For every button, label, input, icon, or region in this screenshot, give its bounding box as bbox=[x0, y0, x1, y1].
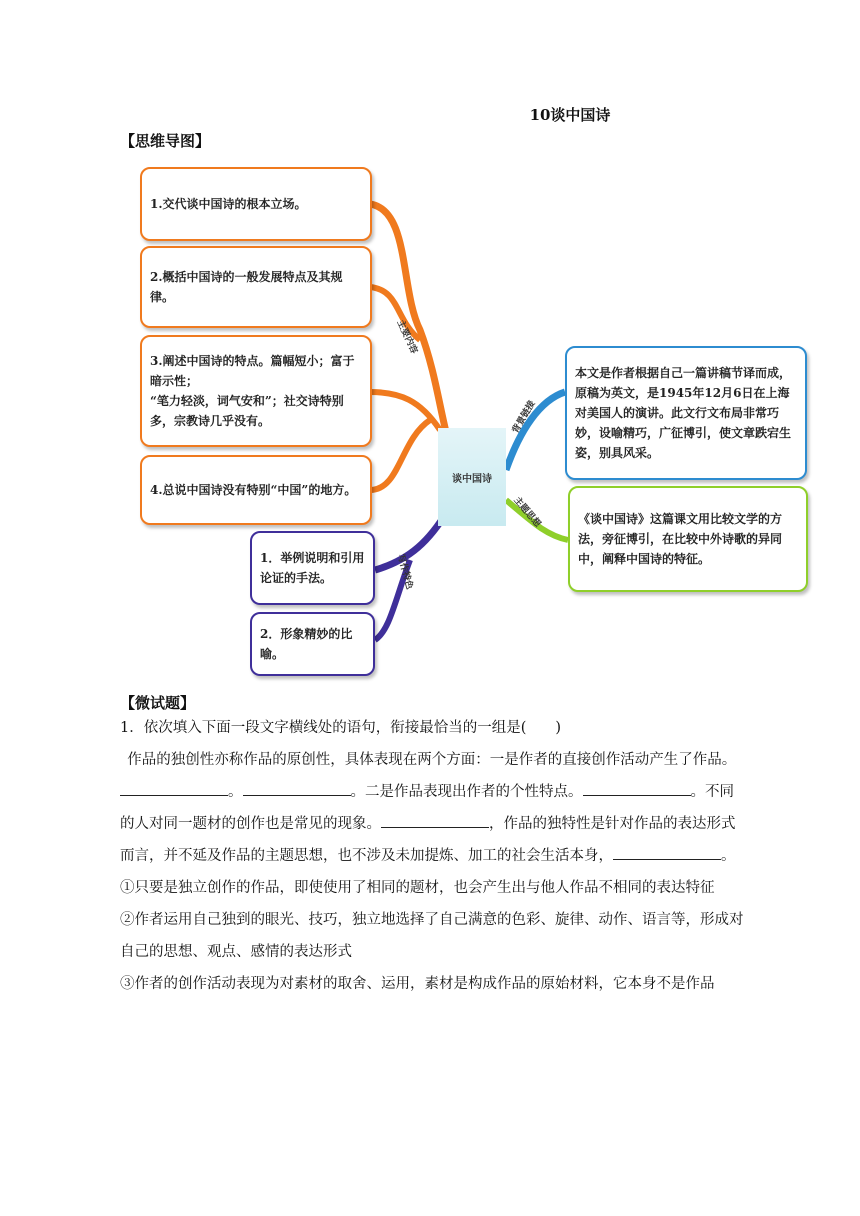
background-box: 本文是作者根据自己一篇讲稿节译而成，原稿为英文，是1945年12月6日在上海对美国人的演讲。此文行文布局非常巧妙，设喻精巧，广征博引，使文章跌宕生姿，别具风采。 bbox=[565, 346, 807, 480]
answer-blank-5[interactable] bbox=[613, 845, 721, 860]
branch-label-theme: 主题思想 bbox=[511, 495, 543, 530]
writing-box-2: 2．形象精妙的比喻。 bbox=[250, 612, 375, 676]
mindmap-box-4: 4.总说中国诗没有特别“中国”的地方。 bbox=[140, 455, 372, 525]
quiz-section-heading: 【微试题】 bbox=[120, 694, 196, 712]
answer-blank-3[interactable] bbox=[583, 781, 691, 796]
passage-part-3: 。二是作品表现出作者的个性特点。 bbox=[350, 784, 583, 800]
theme-box: 《谈中国诗》这篇课文用比较文学的方法，旁征博引，在比较中外诗歌的异同中，阐释中国诗的特征。 bbox=[568, 486, 808, 592]
mindmap-section-heading: 【思维导图】 bbox=[120, 132, 211, 150]
mindmap-box-3: 3.阐述中国诗的特点。篇幅短小；富于暗示性； “笔力轻淡，词气安和”；社交诗特别多，宗教诗几乎没有。 bbox=[140, 335, 372, 447]
branch-label-background: 背景链接 bbox=[510, 399, 538, 436]
mindmap-center-node: 谈中国诗 bbox=[438, 428, 506, 526]
option-2: ②作者运用自己独到的眼光、技巧，独立地选择了自己满意的色彩、旋律、动作、语言等，形成对自己的思想、观点、感情的表达形式 bbox=[120, 912, 744, 960]
option-1: ①只要是独立创作的作品，即使使用了相同的题材，也会产生出与他人作品不相同的表达特征 bbox=[120, 880, 715, 896]
option-3: ③作者的创作活动表现为对素材的取舍、运用，素材是构成作品的原始材料，它本身不是作品 bbox=[120, 976, 715, 992]
passage-part-5: ，作品的独特性是针对作品的表达形式而言，并不延及作品的主题思想，也不涉及未加提炼、加工的社会生活本身， bbox=[120, 816, 736, 864]
document-title: 10谈中国诗 bbox=[529, 106, 611, 124]
branch-label-main-content: 主要内容 bbox=[394, 318, 419, 356]
question-stem: 1．依次填入下面一段文字横线处的语句，衔接最恰当的一组是( ) bbox=[120, 720, 562, 736]
answer-blank-2[interactable] bbox=[243, 781, 351, 796]
writing-box-1: 1．举例说明和引用论证的手法。 bbox=[250, 531, 375, 605]
passage-part-2: 。 bbox=[228, 784, 243, 800]
mindmap-box-1: 1.交代谈中国诗的根本立场。 bbox=[140, 167, 372, 241]
mindmap-box-2: 2.概括中国诗的一般发展特点及其规律。 bbox=[140, 246, 372, 328]
answer-blank-1[interactable] bbox=[120, 781, 228, 796]
branch-label-writing: 写作特色 bbox=[395, 553, 415, 591]
passage-part-6: 。 bbox=[721, 848, 736, 864]
quiz-body bbox=[120, 712, 745, 1000]
answer-blank-4[interactable] bbox=[381, 813, 489, 828]
passage-part-4: 。不同的人对同一题材的创作也是常见的现象。 bbox=[120, 784, 734, 832]
question-passage bbox=[120, 744, 745, 872]
passage-part-1: 作品的独创性亦称作品的原创性，具体表现在两个方面：一是作者的直接创作活动产生了作品。 bbox=[127, 752, 737, 768]
